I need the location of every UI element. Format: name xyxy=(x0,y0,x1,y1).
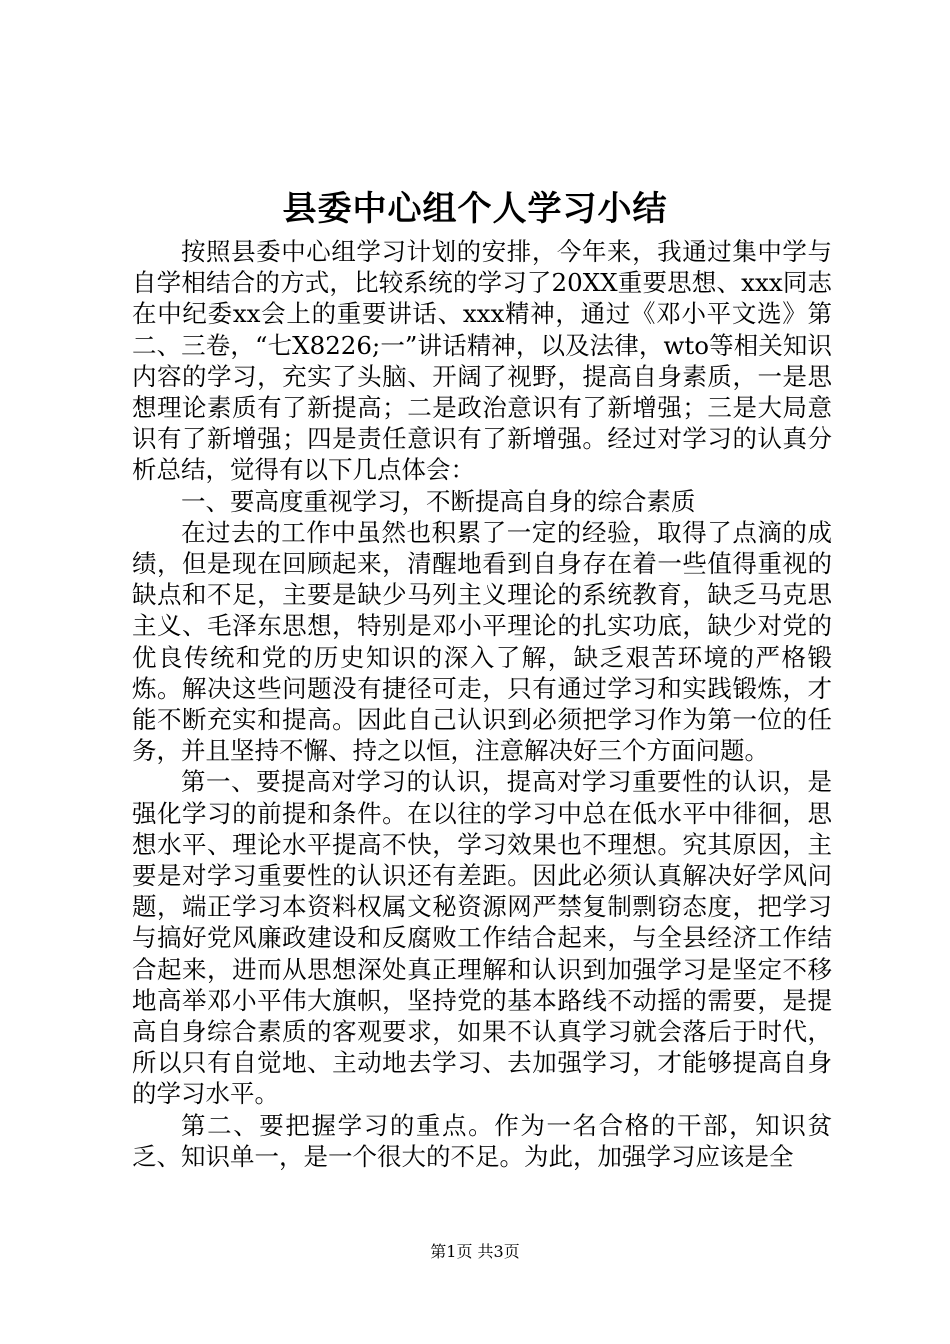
paragraph-point-1: 第一、要提高对学习的认识，提高对学习重要性的认识，是强化学习的前提和条件。在以往的学习中总在低水平中徘徊，思想水平、理论水平提高不快，学习效果也不理想。究其原因，主要是对学习重要性的认识还有差距。因此必须认真解决好学风问题，端正学习本资料权属文秘资源网严禁复制剽窃态度，把学习与搞好党风廉政建设和反腐败工作结合起来，与全县经济工作结合起来，进而从思想深处真正理解和认识到加强学习是坚定不移地高举邓小平伟大旗帜，坚持党的基本路线不动摇的需要，是提高自身综合素质的客观要求，如果不认真学习就会落后于时代，所以只有自觉地、主动地去学习、去加强学习，才能够提高自身的学习水平。 xyxy=(132,767,832,1109)
section-heading-1: 一、要高度重视学习，不断提高自身的综合素质 xyxy=(181,486,696,516)
document-title: 县委中心组个人学习小结 xyxy=(282,189,668,229)
page-footer: 第1页 共3页 xyxy=(430,1242,520,1261)
paragraph-point-2: 第二、要把握学习的重点。作为一名合格的干部，知识贫乏、知识单一，是一个很大的不足。为此，加强学习应该是全 xyxy=(132,1110,832,1171)
paragraph-intro: 按照县委中心组学习计划的安排，今年来，我通过集中学与自学相结合的方式，比较系统的学习了20XX重要思想、xxx同志在中纪委xx会上的重要讲话、xxx精神，通过《邓小平文选》第二、三卷，“七X8226;一”讲话精神，以及法律，wto等相关知识内容的学习，充实了头脑、开阔了视野，提高自身素质，一是思想理论素质有了新提高；二是政治意识有了新增强；三是大局意识有了新增强；四是责任意识有了新增强。经过对学习的认真分析总结，觉得有以下几点体会： xyxy=(132,237,832,485)
document-body xyxy=(132,236,832,1172)
paragraph-reflection: 在过去的工作中虽然也积累了一定的经验，取得了点滴的成绩，但是现在回顾起来，清醒地看到自身存在着一些值得重视的缺点和不足，主要是缺少马列主义理论的系统教育，缺乏马克思主义、毛泽东思想，特别是邓小平理论的扎实功底，缺少对党的优良传统和党的历史知识的深入了解，缺乏艰苦环境的严格锻炼。解决这些问题没有捷径可走，只有通过学习和实践锻炼，才能不断充实和提高。因此自己认识到必须把学习作为第一位的任务，并且坚持不懈、持之以恒，注意解决好三个方面问题。 xyxy=(132,517,832,766)
